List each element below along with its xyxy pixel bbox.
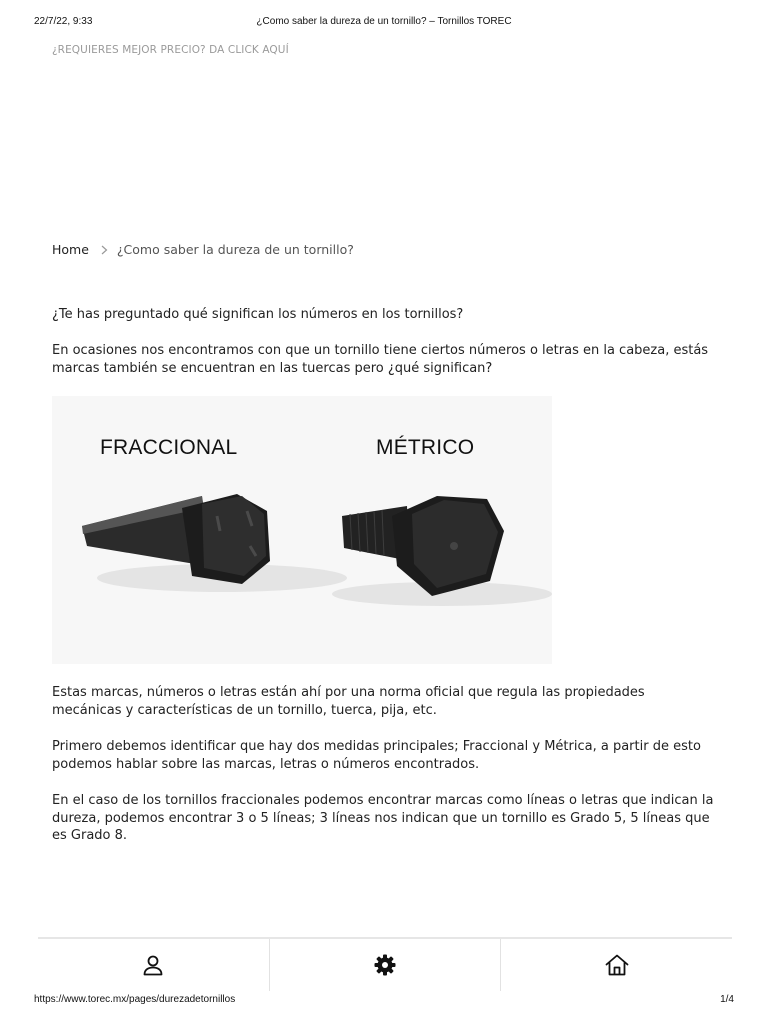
home-icon (604, 953, 630, 977)
home-button[interactable] (501, 939, 732, 991)
breadcrumb (52, 242, 354, 257)
article-paragraph: En el caso de los tornillos fraccionales podemos encontrar marcas como líneas o letras que indican la dureza, podemos encontrar 3 o 5 líneas; 3 líneas nos indican que un tornillo es Grado 5, 5 líneas que es Grado 8. (52, 793, 714, 843)
figure-label-fraccional: FRACCIONAL (100, 436, 238, 459)
article-paragraph: Estas marcas, números o letras están ahí por una norma oficial que regula las propiedades mecánicas y características de un tornillo, tuerca, pija, etc. (52, 685, 645, 718)
settings-button[interactable] (270, 939, 502, 991)
figure-label-metrico: MÉTRICO (376, 436, 475, 459)
article-paragraph: ¿Te has preguntado qué significan los números en los tornillos? (52, 307, 464, 322)
print-date: 22/7/22, 9:33 (34, 16, 93, 27)
breadcrumb-current: ¿Como saber la dureza de un tornillo? (116, 242, 354, 257)
account-button[interactable] (38, 939, 270, 991)
gear-icon (373, 953, 397, 977)
article-paragraph: En ocasiones nos encontramos con que un tornillo tiene ciertos números o letras en la cabeza, estás marcas también se encuentran en las tuercas pero ¿qué significan? (52, 343, 709, 376)
print-page-number: 1/4 (720, 994, 734, 1005)
chevron-right-icon (101, 245, 108, 255)
print-footer (34, 994, 734, 1005)
bolt-marks-image (52, 396, 552, 664)
breadcrumb-home[interactable]: Home (52, 242, 89, 257)
promo-link[interactable]: ¿REQUIERES MEJOR PRECIO? DA CLICK AQUÍ (52, 44, 289, 56)
bottom-nav (38, 937, 732, 991)
print-url: https://www.torec.mx/pages/durezadetornillos (34, 994, 236, 1005)
article-paragraph: Primero debemos identificar que hay dos medidas principales; Fraccional y Métrica, a partir de esto podemos hablar sobre las marcas, letras o números encontrados. (52, 739, 701, 772)
user-icon (141, 953, 165, 977)
print-header (34, 16, 734, 30)
print-title: ¿Como saber la dureza de un tornillo? – Tornillos TOREC (256, 16, 512, 27)
